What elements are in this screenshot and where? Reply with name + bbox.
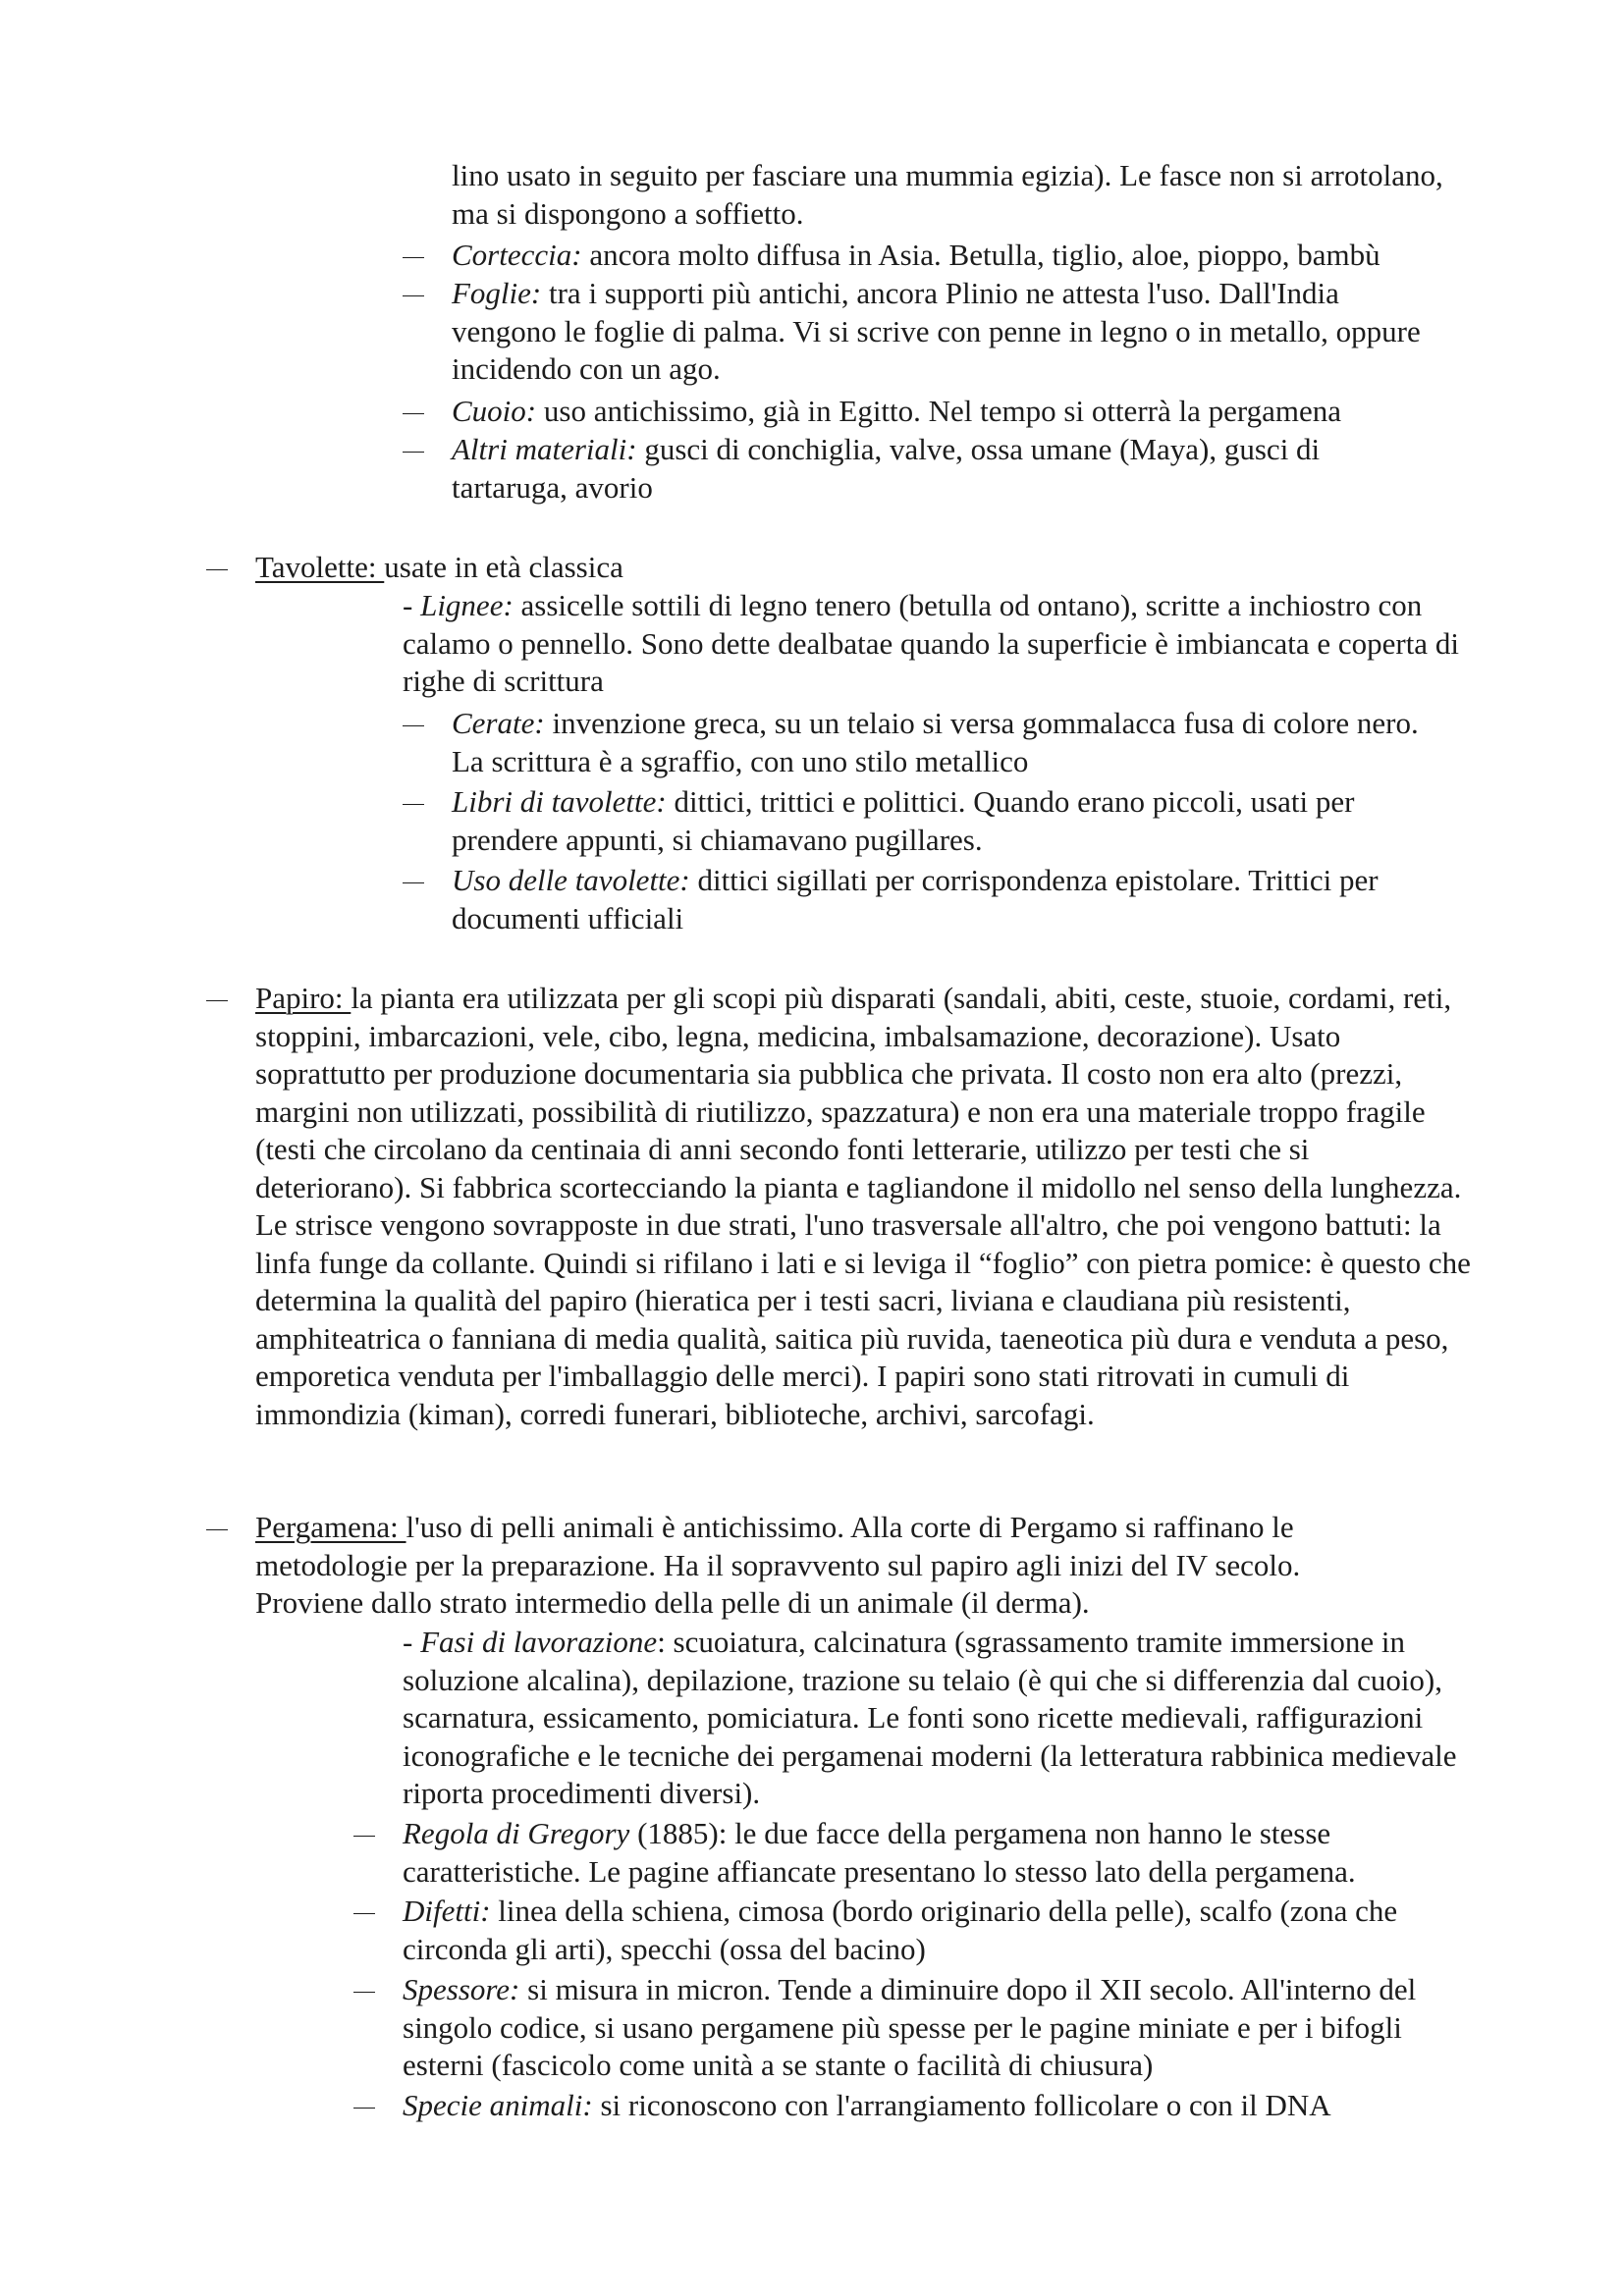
text-lignee: assicelle sottili di legno tenero (betulla od ontano), scritte a inchiostro con calamo o pennello. Sono dette dealbatae quando la superficie è imbiancata e coperta di righe di scrittura [403, 588, 1459, 698]
term-altri-materiali: Altri materiali: [452, 432, 637, 466]
list-item-uso-delle-tavolette [452, 862, 1473, 937]
list-item-corteccia [452, 237, 1473, 275]
term-difetti: Difetti: [403, 1894, 491, 1928]
heading-tavolette-text: usate in età classica [384, 550, 623, 584]
text-spessore: si misura in micron. Tende a diminuire dopo il XII secolo. All'interno del singolo codice, si usano pergamene più spesse per le pagine miniate e per i bifogli esterni (fascicolo come unità a se stante o facilità di chiusura) [403, 1972, 1417, 2082]
list-item-regola-di-gregory [403, 1815, 1473, 1891]
tavolette-lignee [403, 587, 1468, 701]
fasce-continuation-text: lino usato in seguito per fasciare una mummia egizia). Le fasce non si arrotolano, ma si dispongono a soffietto. [452, 158, 1443, 231]
heading-pergamena: Pergamena: [255, 1510, 406, 1544]
heading-tavolette: Tavolette: [255, 550, 385, 584]
fasce-continuation [452, 157, 1473, 233]
pergamena-fasi-di-lavorazione [403, 1624, 1473, 1813]
term-lignee: Lignee: [420, 588, 514, 622]
fasi-prefix: - [403, 1625, 421, 1659]
term-specie-animali: Specie animali: [403, 2088, 593, 2122]
list-item-spessore [403, 1971, 1463, 2085]
section-pergamena [255, 1509, 1394, 1623]
text-foglie: tra i supporti più antichi, ancora Plinio ne attesta l'uso. Dall'India vengono le foglie di palma. Vi si scrive con penne in legno o in metallo, oppure incidendo con un ago. [452, 276, 1421, 386]
text-papiro: la pianta era utilizzata per gli scopi più disparati (sandali, abiti, ceste, stuoie, cordami, reti, stoppini, imbarcazioni, vele, cibo, legna, medicina, imbalsamazione, decorazione). Usato soprattutto per produzione documentaria sia pubblica che privata. Il costo non era alto (prezzi, margini non utilizzati, possibilità di riutilizzo, spazzatura) e non era una materiale troppo fragile (testi che circolano da centinaia di anni secondo fonti letterarie, utilizzo per testi che si deteriorano). Si fabbrica scortecciando la pianta e tagliandone il midollo nel senso della lunghezza. Le strisce vengono sovrapposte in due strati, l'uno trasversale all'altro, che poi vengono battuti: la linfa funge da collante. Quindi si rifilano i lati e si leviga il “foglio” con pietra pomice: è questo che determina la qualità del papiro (hieratica per i testi sacri, liviana e claudiana più resistenti, amphiteatrica o fanniana di media qualità, saitica più ruvida, taeneotica più dura e venduta a peso, emporetica venduta per l'imballaggio delle merci). I papiri sono stati ritrovati in cumuli di immondizia (kiman), corredi funerari, biblioteche, archivi, sarcofagi. [255, 981, 1471, 1431]
list-item-altri-materiali [452, 431, 1434, 507]
term-corteccia: Corteccia: [452, 238, 582, 272]
term-foglie: Foglie: [452, 276, 542, 310]
text-pergamena: l'uso di pelli animali è antichissimo. Alla corte di Pergamo si raffinano le metodologie per la preparazione. Ha il sopravvento sul papiro agli inizi del IV secolo. Proviene dallo strato intermedio della pelle di un animale (il derma). [255, 1510, 1301, 1620]
text-specie-animali: si riconoscono con l'arrangiamento follicolare o con il DNA [592, 2088, 1331, 2122]
list-item-specie-animali [403, 2087, 1473, 2125]
list-item-foglie [452, 275, 1434, 389]
text-difetti: linea della schiena, cimosa (bordo originario della pelle), scalfo (zona che circonda gli arti), specchi (ossa del bacino) [403, 1894, 1398, 1966]
list-item-difetti [403, 1893, 1443, 1968]
lignee-prefix: - [403, 588, 421, 622]
text-uso-delle-tavolette: dittici sigillati per corrispondenza epistolare. Trittici per documenti ufficiali [452, 863, 1379, 935]
text-fasi-di-lavorazione: : scuoiatura, calcinatura (sgrassamento tramite immersione in soluzione alcalina), depilazione, trazione su telaio (è qui che si differenzia dal cuoio), scarnatura, essicamento, pomiciatura. Le fonti sono ricette medievali, raffigurazioni iconografiche e le tecniche dei pergamenai moderni (la letteratura rabbinica medievale riporta procedimenti diversi). [403, 1625, 1457, 1810]
section-papiro [255, 980, 1473, 1433]
term-libri-di-tavolette: Libri di tavolette: [452, 784, 667, 819]
text-libri-di-tavolette: dittici, trittici e polittici. Quando erano piccoli, usati per prendere appunti, si chiamavano pugillares. [452, 784, 1355, 857]
term-regola-di-gregory: Regola di Gregory [403, 1816, 630, 1850]
text-cuoio: uso antichissimo, già in Egitto. Nel tempo si otterrà la pergamena [536, 394, 1342, 428]
text-regola-di-gregory: (1885): le due facce della pergamena non hanno le stesse caratteristiche. Le pagine affiancate presentano lo stesso lato della pergamena. [403, 1816, 1356, 1889]
text-altri-materiali: gusci di conchiglia, valve, ossa umane (Maya), gusci di tartaruga, avorio [452, 432, 1321, 505]
term-cuoio: Cuoio: [452, 394, 537, 428]
list-item-cuoio [452, 393, 1473, 431]
term-cerate: Cerate: [452, 706, 545, 740]
term-fasi-di-lavorazione: Fasi di lavorazione [420, 1625, 658, 1659]
section-tavolette-heading [255, 549, 1473, 587]
list-item-cerate [452, 705, 1443, 780]
term-uso-delle-tavolette: Uso delle tavolette: [452, 863, 690, 897]
text-corteccia: ancora molto diffusa in Asia. Betulla, tiglio, aloe, pioppo, bambù [581, 238, 1380, 272]
heading-papiro: Papiro: [255, 981, 352, 1015]
text-cerate: invenzione greca, su un telaio si versa gommalacca fusa di colore nero. La scrittura è a sgraffio, con uno stilo metallico [452, 706, 1419, 778]
list-item-libri-di-tavolette [452, 783, 1443, 859]
term-spessore: Spessore: [403, 1972, 520, 2006]
